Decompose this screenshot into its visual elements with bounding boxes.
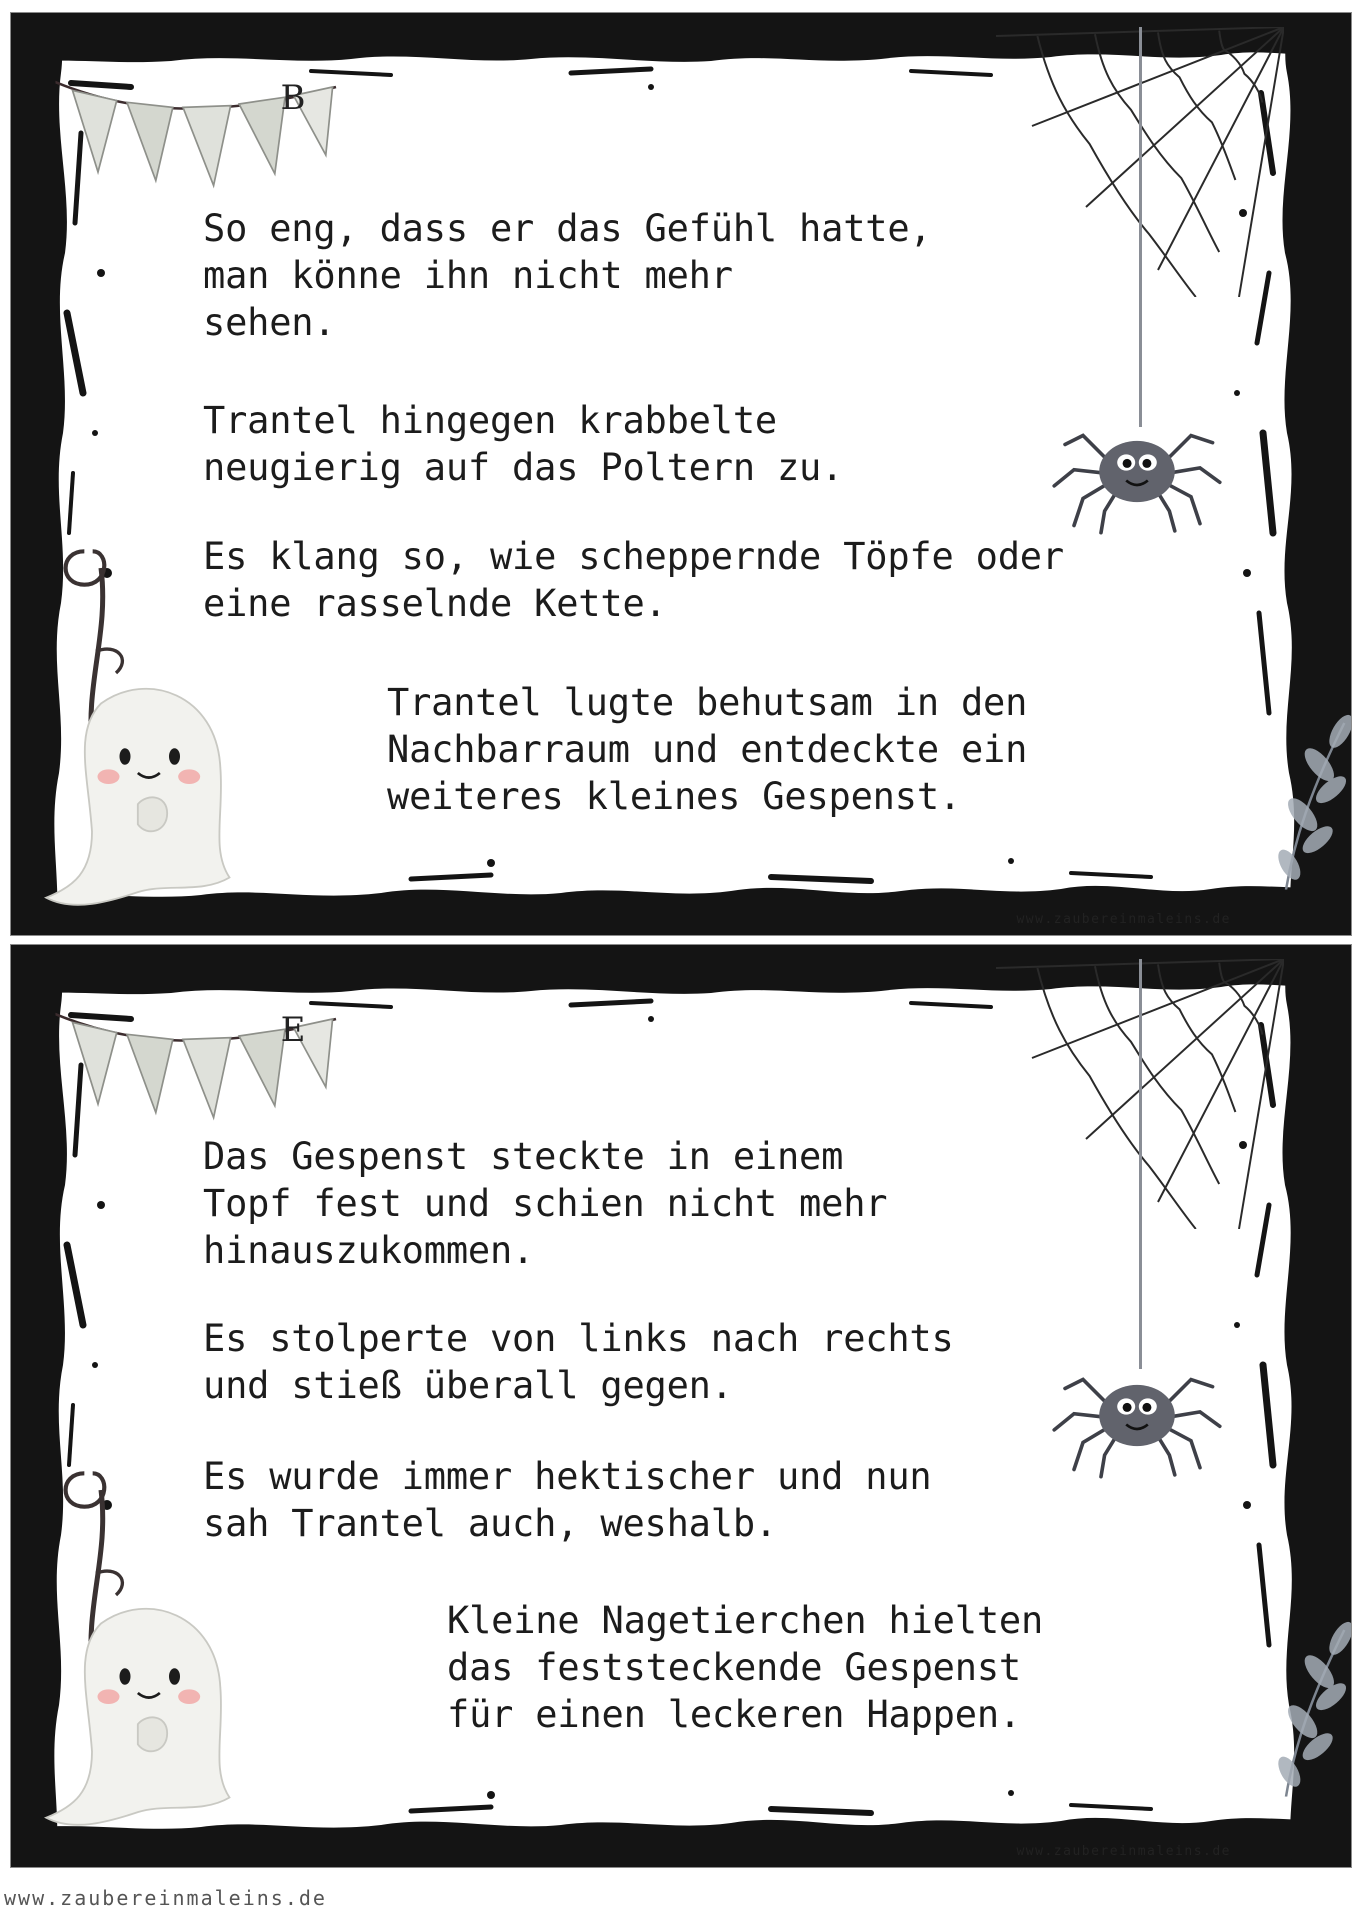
paragraph: Das Gespenst steckte in einem Topf fest und schien nicht mehr hinauszukommen. <box>203 1135 888 1272</box>
card-letter: E <box>280 1010 306 1050</box>
spider-icon <box>1047 1341 1227 1481</box>
spider-thread <box>1139 959 1142 1369</box>
ghost-icon <box>37 675 257 915</box>
paragraph: Es klang so, wie scheppernde Töpfe oder eine rasselnde Kette. <box>203 535 1064 625</box>
card-letter: B <box>280 78 306 118</box>
story-card-e <box>10 944 1352 1868</box>
paragraph: So eng, dass er das Gefühl hatte, man könne ihn nicht mehr sehen. <box>203 207 932 344</box>
credit-text: www.zaubereinmaleins.de <box>1016 1844 1231 1859</box>
paragraph: Kleine Nagetierchen hielten das feststeckende Gespenst für einen leckeren Happen. <box>447 1599 1044 1736</box>
paragraph: Trantel lugte behutsam in den Nachbarraum und entdeckte ein weiteres kleines Gespenst. <box>387 681 1028 818</box>
paragraph: Es stolperte von links nach rechts und stieß überall gegen. <box>203 1317 954 1407</box>
page-footer-url: www.zaubereinmaleins.de <box>4 1886 327 1910</box>
spider-icon <box>1047 397 1227 537</box>
ghost-icon <box>37 1585 257 1845</box>
leaf-branch-icon <box>1261 703 1352 893</box>
paragraph: Trantel hingegen krabbelte neugierig auf das Poltern zu. <box>203 399 844 489</box>
story-card-b <box>10 12 1352 936</box>
spider-thread <box>1139 27 1142 427</box>
credit-text: www.zaubereinmaleins.de <box>1016 912 1231 927</box>
paragraph: Es wurde immer hektischer und nun sah Trantel auch, weshalb. <box>203 1455 932 1545</box>
leaf-branch-icon <box>1261 1595 1352 1815</box>
